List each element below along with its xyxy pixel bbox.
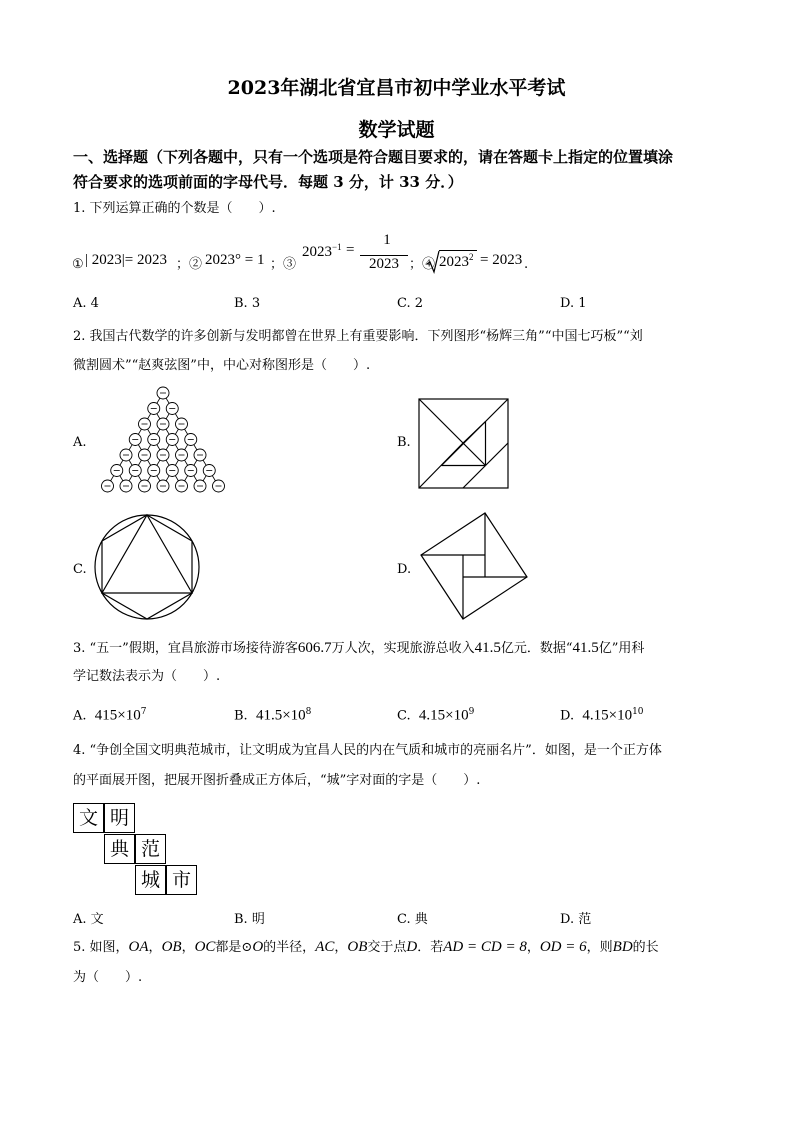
sqrt-icon [426,250,440,274]
zhaoshuang-diagram-figure [418,510,530,622]
q3-option-d: D. $4.15\times 10^{10}$ [560,707,644,724]
q1-sqrt-vinculum [439,250,477,251]
q2-label-d: D. [397,562,412,577]
q3-option-c: C. $4.15\times 10^9$ [397,707,475,724]
q1-item4-radicand: 2023$^2$ [439,252,474,270]
q1-item3-numerator: 1 [383,232,391,248]
q1-option-c: C. 2 [397,296,424,311]
q4-option-d: D. 范 [560,912,592,927]
q2-label-c: C. [73,562,87,577]
cube-net-cell: 范 [135,834,166,864]
subject-title: 数学试题 [358,119,435,141]
q2-label-a: A. [73,435,87,450]
q1-end: . [524,257,529,272]
cube-net-cell: 市 [166,865,197,895]
q1-expressions [72,232,592,278]
q4-option-b: B. 明 [234,912,265,927]
q1-sep2: ；③ [270,257,297,272]
q3-option-b: B. $41.5\times 10^8$ [234,707,312,724]
q1-option-b: B. 3 [234,296,261,311]
q1-stem: 1. 下列运算正确的个数是（ ）. [73,201,276,216]
q1-item3-eq: = [346,242,355,258]
q1-item3-denominator: 2023 [369,256,399,272]
q2-label-b: B. [397,435,411,450]
q1-sep1: ；② [176,257,203,272]
yanghui-triangle-figure [88,385,238,500]
cube-net-cell: 典 [104,834,135,864]
q4-option-a: A. 文 [73,912,104,927]
q2-stem-line2: 微割圆术”“赵爽弦图”中，中心对称图形是（ ）. [73,358,371,373]
q3-stem-line2: 学记数法表示为（ ）. [73,669,221,684]
tangram-figure [418,398,510,490]
q1-item1: | 2023|= 2023 [85,252,167,268]
q1-item4-rhs: = 2023 [480,252,523,268]
q1-option-d: D. 1 [560,296,587,311]
q5-stem-line1: 5. 如图，OA，OB，OC都是⊙O的半径，AC，OB交于点D．若AD = CD = 8，OD = 6，则BD的长 [73,939,659,955]
cube-net-figure [73,803,203,898]
q1-item1-mark: ① [72,257,84,272]
q1-option-a: A. 4 [73,296,99,311]
q1-item3-lhs: $2023^{-1}$ [302,242,342,260]
q4-option-c: C. 典 [397,912,428,927]
q4-stem-line1: 4. “争创全国文明典范城市，让文明成为宜昌人民的内在气质和城市的亮丽名片”．如图，是一个正方体 [73,743,662,758]
q2-stem-line1: 2. 我国古代数学的许多创新与发明都曾在世界上有重要影响．下列图形“杨辉三角”“中国七巧板”“刘 [73,329,643,344]
exam-title: 2023年湖北省宜昌市初中学业水平考试 [227,77,566,99]
cube-net-cell: 城 [135,865,166,895]
q3-option-a: A. $415\times 10^7$ [73,707,147,724]
q5-stem-line2: 为（ ）. [73,970,143,985]
q3-stem-line1: 3. “五一”假期，宜昌旅游市场接待游客606.7万人次，实现旅游总收入41.5亿元．数据“41.5亿”用科 [73,640,645,656]
q4-stem-line2: 的平面展开图，把展开图折叠成正方体后，“城”字对面的字是（ ）. [73,773,481,788]
section-heading-line2: 符合要求的选项前面的字母代号．每题 3 分，计 33 分．） [73,173,463,191]
q1-item2: 2023° = 1 [205,252,265,268]
cube-net-cell: 明 [104,803,135,833]
cube-net-cell: 文 [73,803,104,833]
liuhui-circle-figure [92,513,202,621]
section-heading-line1: 一、选择题（下列各题中，只有一个选项是符合题目要求的，请在答题卡上指定的位置填涂 [73,148,674,166]
q1-sep3: ；④ [409,257,436,272]
